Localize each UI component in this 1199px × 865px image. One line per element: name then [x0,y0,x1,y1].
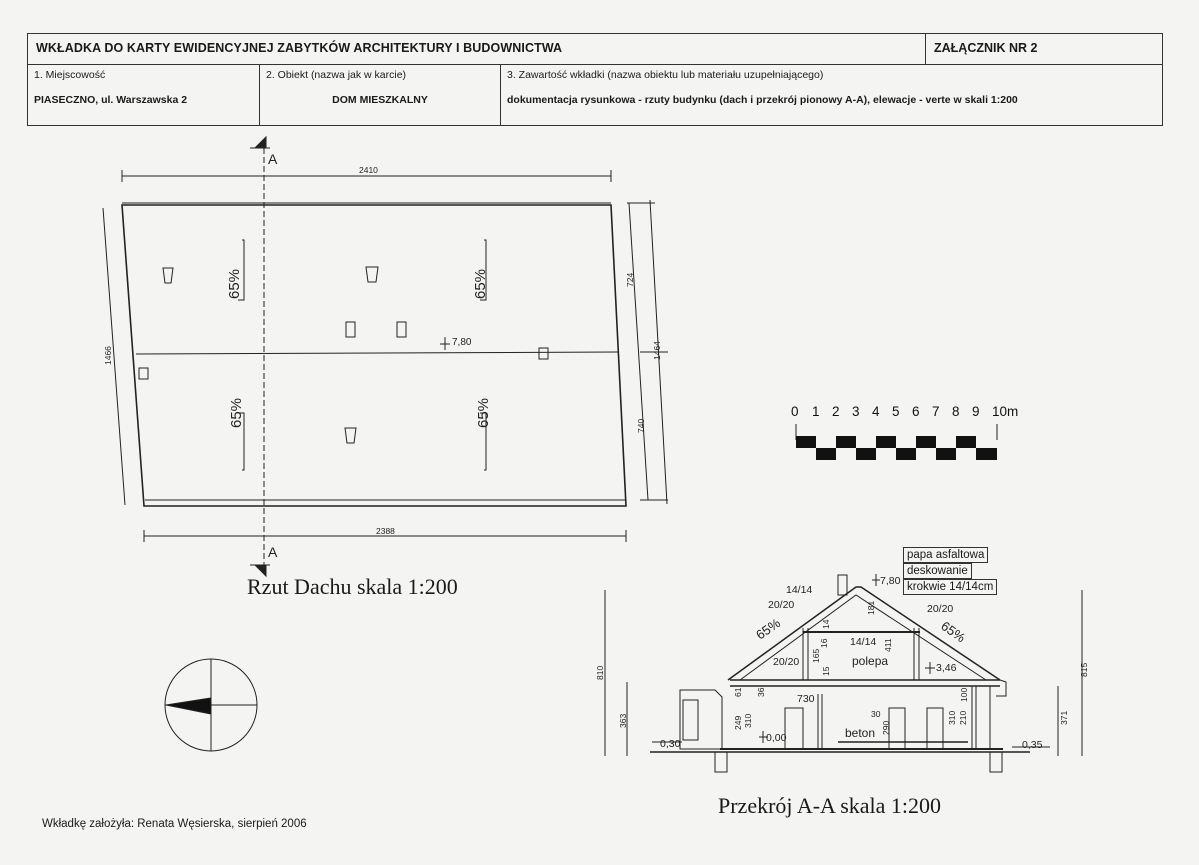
beam-label: 14/14 [850,636,877,648]
roof-plan-caption: Rzut Dachu skala 1:200 [247,574,458,599]
scale-tick-10: 10m [992,404,1019,419]
slope-left: 65% [753,615,784,643]
h-left-low: 363 [618,713,628,728]
slope-label-2: 65% [472,268,489,299]
scale-tick-4: 4 [872,404,880,419]
dim-411: 411 [883,638,893,652]
section-top-elev: 7,80 [880,575,901,587]
section-marker-bottom: A [268,544,278,560]
board-left-label: 20/20 [768,599,795,611]
author-footer: Wkładkę założyła: Renata Węsierska, sierpień 2006 [42,818,307,830]
dim-bottom: 2388 [376,526,395,536]
locality-value: PIASECZNO, ul. Warszawska 2 [34,94,188,106]
dim-165: 165 [811,648,821,663]
dim-right-total: 1464 [652,341,662,360]
scale-tick-0: 0 [791,404,799,419]
dim-left: 1466 [103,346,113,365]
dim-16: 16 [819,638,829,648]
board-low-label: 20/20 [773,656,800,668]
north-arrow-icon [165,659,257,751]
section-marker-top: A [268,151,278,167]
dim-top: 2410 [359,165,378,175]
scale-tick-9: 9 [972,404,980,419]
mid-elev: 3,46 [936,662,957,674]
ground-left-elev: 0,30 [660,738,681,750]
contents-value: dokumentacja rysunkowa - rzuty budynku (dach i przekrój pionowy A-A), elewacje - verte w skali 1:200 [507,94,1018,106]
h-left: 810 [595,665,605,680]
dim-249: 249 [733,715,743,730]
span-width: 730 [797,693,815,705]
annex-label: ZAŁĄCZNIK NR 2 [934,41,1038,55]
locality-label: 1. Miejscowość [34,69,106,81]
ridge-line [136,352,618,354]
scale-tick-6: 6 [912,404,920,419]
dim-310-right: 310 [947,710,957,725]
vent-2 [397,322,406,337]
dim-30: 30 [871,709,881,719]
dim-100: 100 [959,687,969,702]
dim-36: 36 [756,687,766,697]
scale-tick-5: 5 [892,404,900,419]
legend-rafters: krokwie 14/14cm [903,579,997,595]
board-right-label: 20/20 [927,603,954,615]
ground-right-elev: 0,35 [1022,739,1043,751]
clay-label: polepa [852,654,889,668]
vent-3 [139,368,148,379]
object-label: 2. Obiekt (nazwa jak w karcie) [266,69,407,81]
scale-tick-3: 3 [852,404,860,419]
rafter-left-label: 14/14 [786,584,813,596]
vent-1 [346,322,355,337]
dim-290: 290 [881,720,891,735]
scale-bar [796,424,997,460]
vent-4 [539,348,548,359]
slope-label-1: 65% [226,268,243,299]
floor-elev: 0,00 [766,732,787,744]
document-title: WKŁADKA DO KARTY EWIDENCYJNEJ ZABYTKÓW ARCHITEKTURY I BUDOWNICTWA [36,41,563,55]
object-value: DOM MIESZKALNY [332,94,428,106]
section-caption: Przekrój A-A skala 1:200 [718,793,942,818]
dim-right-lower: 740 [636,418,646,433]
ridge-elevation: 7,80 [452,337,472,348]
dim-right-upper: 724 [625,272,635,287]
slope-label-4: 65% [475,397,492,428]
chimney-1 [163,268,173,283]
dim-310: 310 [743,713,753,728]
scale-tick-1: 1 [812,404,820,419]
h-right-low: 371 [1059,710,1069,725]
dim-14: 14 [821,619,831,629]
roof-plan [103,137,668,576]
slope-right: 65% [938,618,969,646]
chimney-3 [345,428,356,443]
legend-boarding: deskowanie [903,563,972,579]
section-chimney [838,575,847,595]
dim-210: 210 [958,710,968,725]
concrete-label: beton [845,726,876,740]
dim-61: 61 [733,687,743,697]
slope-label-3: 65% [228,397,245,428]
contents-label: 3. Zawartość wkładki (nazwa obiektu lub materiału uzupełniającego) [507,69,824,81]
h-right: 815 [1079,662,1089,677]
chimney-2 [366,267,378,282]
scale-tick-2: 2 [832,404,840,419]
legend-tar-paper: papa asfaltowa [903,547,988,563]
dim-15: 15 [821,666,831,676]
roof-outline [122,205,626,506]
scale-tick-8: 8 [952,404,960,419]
dim-181: 181 [866,600,876,615]
scale-tick-7: 7 [932,404,940,419]
